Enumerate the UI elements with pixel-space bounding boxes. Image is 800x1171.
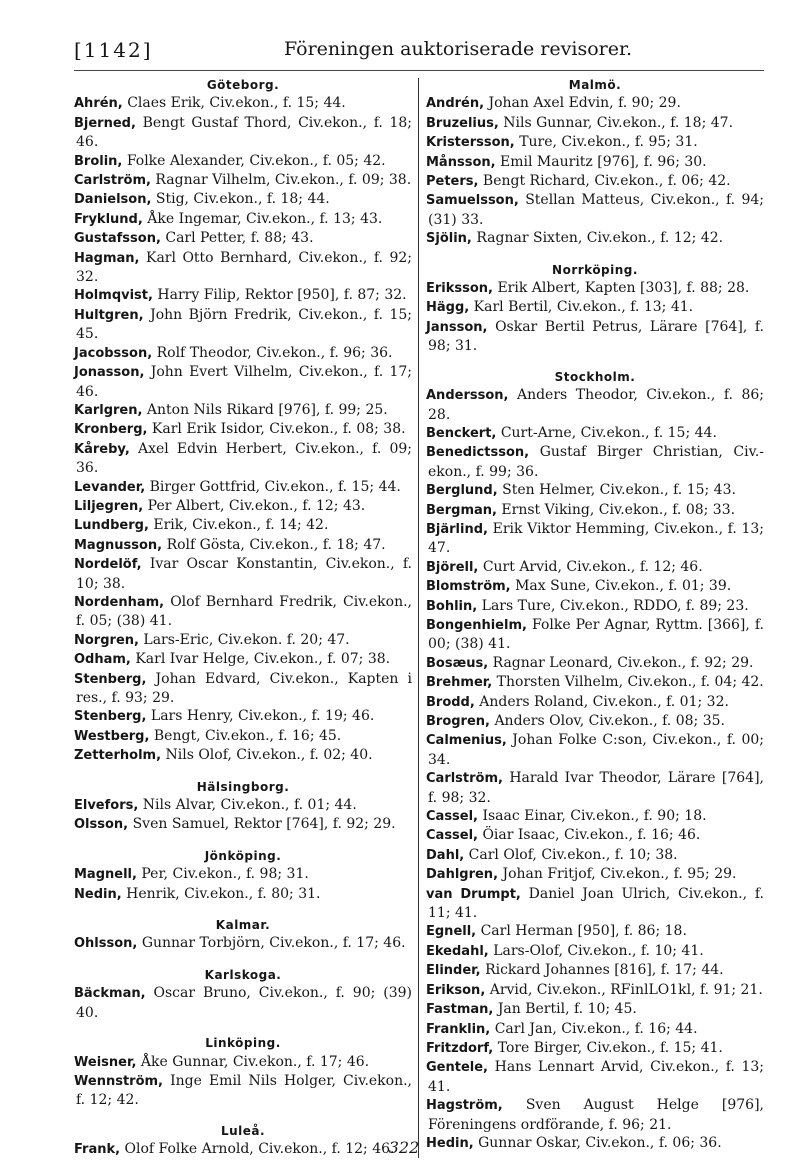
member-entry <box>74 727 412 746</box>
member-entry <box>426 942 764 961</box>
member-surname: Månsson, <box>426 154 496 170</box>
member-surname: Bjärlind, <box>426 521 488 537</box>
member-details: Erik Albert, Kapten [303], f. 88; 28. <box>497 280 750 297</box>
member-surname: Eriksson, <box>426 281 493 297</box>
member-details: Karl Bertil, Civ.ekon., f. 13; 41. <box>473 299 694 316</box>
member-entry <box>74 984 412 1022</box>
member-details: Anton Nils Rikard [976], f. 99; 25. <box>146 401 388 418</box>
member-entry <box>426 1134 764 1153</box>
member-entry <box>426 654 764 673</box>
member-surname: Levander, <box>74 479 146 495</box>
member-surname: Westberg, <box>74 728 150 744</box>
member-details: Gunnar Torbjörn, Civ.ekon., f. 17; 46. <box>141 935 406 952</box>
member-details: Isaac Einar, Civ.ekon., f. 90; 18. <box>482 808 707 825</box>
member-surname: Carlström, <box>426 771 503 787</box>
city-heading: Norrköping. <box>552 262 638 277</box>
member-details: Anders Roland, Civ.ekon., f. 01; 32. <box>479 693 729 710</box>
right-column <box>426 76 764 1153</box>
member-entry <box>74 190 412 209</box>
member-details: Harald Ivar Theodor, Lärare [764], f. 98; 32. <box>428 770 764 806</box>
member-entry <box>74 1072 412 1110</box>
member-details: Gunnar Oskar, Civ.ekon., f. 06; 36. <box>478 1134 722 1151</box>
running-title: Föreningen auktoriserade revisorer. <box>284 38 632 60</box>
member-entry <box>426 386 764 424</box>
member-surname: Kristersson, <box>426 135 515 151</box>
member-surname: Cassel, <box>426 828 478 844</box>
member-surname: Benckert, <box>426 425 497 441</box>
member-entry <box>426 153 764 172</box>
member-surname: Jacobsson, <box>74 345 153 361</box>
member-surname: Carlström, <box>74 173 151 189</box>
member-entry <box>74 171 412 190</box>
member-entry <box>74 152 412 171</box>
member-details: Anders Theodor, Civ.ekon., f. 86; 28. <box>428 387 764 423</box>
member-details: Bengt Gustaf Thord, Civ.ekon., f. 18; 46. <box>76 114 412 151</box>
member-details: Jan Bertil, f. 10; 45. <box>497 1001 637 1018</box>
member-entry <box>426 1000 764 1019</box>
member-details: Åke Gunnar, Civ.ekon., f. 17; 46. <box>140 1053 370 1070</box>
member-details: Lars Henry, Civ.ekon., f. 19; 46. <box>150 708 375 725</box>
member-entry <box>426 769 764 807</box>
member-details: Rolf Theodor, Civ.ekon., f. 96; 36. <box>156 344 393 361</box>
member-entry <box>426 191 764 229</box>
member-entry <box>426 712 764 731</box>
member-surname: Stenberg, <box>74 709 147 725</box>
member-surname: Hagström, <box>426 1098 503 1114</box>
member-details: Lars Ture, Civ.ekon., RDDO, f. 89; 23. <box>481 597 749 614</box>
member-surname: Ekedahl, <box>426 943 489 959</box>
member-surname: Hedin, <box>426 1135 474 1151</box>
member-details: Per Albert, Civ.ekon., f. 12; 43. <box>147 497 366 514</box>
member-surname: Andrén, <box>426 96 485 112</box>
city-heading: Kalmar. <box>215 918 271 933</box>
column-divider <box>418 78 419 1158</box>
member-details: Oskar Bertil Petrus, Lärare [764], f. 98; 31. <box>428 318 764 355</box>
member-surname: Hagman, <box>74 250 140 266</box>
member-details: Folke Per Agnar, Ryttm. [366], f. 00; (38) 41. <box>428 616 765 653</box>
member-entry <box>74 363 412 401</box>
member-entry <box>74 670 412 708</box>
member-surname: Calmenius, <box>426 733 507 749</box>
member-surname: Bäckman, <box>74 986 146 1002</box>
member-surname: Egnell, <box>426 924 477 940</box>
member-surname: Jansson, <box>426 319 488 335</box>
member-surname: Liljegren, <box>74 498 144 514</box>
member-surname: Brodd, <box>426 694 475 710</box>
header-rule <box>74 70 764 71</box>
member-entry <box>74 420 412 439</box>
member-surname: Fritzdorf, <box>426 1040 494 1056</box>
member-surname: Samuelsson, <box>426 193 519 209</box>
member-details: Curt Arvid, Civ.ekon., f. 12; 46. <box>482 558 703 575</box>
member-entry <box>426 481 764 500</box>
page-number-bracket: [1142] <box>74 38 153 62</box>
member-entry <box>74 746 412 765</box>
member-details: Stig, Civ.ekon., f. 18; 44. <box>155 191 330 208</box>
member-details: Ragnar Vilhelm, Civ.ekon., f. 09; 38. <box>155 172 412 189</box>
member-details: Oscar Bruno, Civ.ekon., f. 90; (39) 40. <box>76 985 412 1021</box>
member-surname: Frank, <box>74 1142 121 1158</box>
member-surname: Cassel, <box>426 809 478 825</box>
member-details: John Evert Vilhelm, Civ.ekon., f. 17; 46. <box>76 364 412 400</box>
member-entry <box>74 593 412 631</box>
member-entry <box>426 443 764 481</box>
member-surname: Dahl, <box>426 847 465 863</box>
member-details: Olof Folke Arnold, Civ.ekon., f. 12; 46. <box>124 1141 395 1158</box>
member-details: Inge Emil Nils Holger, Civ.ekon., f. 12; 42. <box>76 1072 413 1109</box>
member-surname: Erikson, <box>426 982 486 998</box>
member-entry <box>426 885 764 923</box>
member-surname: Holmqvist, <box>74 288 153 304</box>
member-details: Ernst Viking, Civ.ekon., f. 08; 33. <box>501 501 736 518</box>
member-surname: Elinder, <box>426 963 481 979</box>
member-surname: Karlgren, <box>74 402 143 418</box>
member-entry <box>426 1058 764 1096</box>
member-entry <box>426 1096 764 1134</box>
city-heading: Karlskoga. <box>204 967 282 982</box>
member-details: Bengt, Civ.ekon., f. 16; 45. <box>153 727 342 744</box>
member-surname: Peters, <box>426 174 479 190</box>
member-surname: Fryklund, <box>74 211 143 227</box>
member-surname: Berglund, <box>426 483 498 499</box>
member-details: Carl Petter, f. 88; 43. <box>165 230 314 247</box>
member-entry <box>426 558 764 577</box>
member-entry <box>426 172 764 191</box>
member-entry <box>426 114 764 133</box>
member-surname: Weisner, <box>74 1054 137 1070</box>
member-details: Hans Lennart Arvid, Civ.ekon., f. 13; 41. <box>428 1059 765 1095</box>
member-details: Carl Herman [950], f. 86; 18. <box>480 923 687 940</box>
member-entry <box>426 673 764 692</box>
member-details: Gustaf Birger Christian, Civ.-ekon., f. 99; 36. <box>428 444 765 480</box>
member-details: Karl Otto Bernhard, Civ.ekon., f. 92; 32. <box>76 249 412 286</box>
member-entry <box>74 536 412 555</box>
member-surname: Fastman, <box>426 1002 494 1018</box>
member-details: Birger Gottfrid, Civ.ekon., f. 15; 44. <box>149 478 401 495</box>
member-details: Sven Samuel, Rektor [764], f. 92; 29. <box>132 816 396 833</box>
member-surname: Hägg, <box>426 300 470 316</box>
member-surname: Kåreby, <box>74 441 130 457</box>
member-entry <box>74 631 412 650</box>
member-details: Max Sune, Civ.ekon., f. 01; 39. <box>515 578 732 595</box>
member-entry <box>426 846 764 865</box>
member-details: Tore Birger, Civ.ekon., f. 15; 41. <box>497 1039 723 1056</box>
member-entry <box>74 707 412 726</box>
member-details: Ragnar Sixten, Civ.ekon., f. 12; 42. <box>476 230 724 247</box>
member-entry <box>74 440 412 478</box>
member-surname: Nordelöf, <box>74 557 142 573</box>
member-surname: Nedin, <box>74 886 122 902</box>
member-details: Curt-Arne, Civ.ekon., f. 15; 44. <box>500 424 717 441</box>
member-surname: Gustafsson, <box>74 231 161 247</box>
member-details: Daniel Joan Ulrich, Civ.ekon., f. 11; 41. <box>428 885 764 922</box>
member-entry <box>426 1020 764 1039</box>
member-surname: Wennström, <box>74 1073 163 1089</box>
member-details: Karl Ivar Helge, Civ.ekon., f. 07; 38. <box>135 651 391 668</box>
member-surname: Magnell, <box>74 867 137 883</box>
member-details: Rolf Gösta, Civ.ekon., f. 18; 47. <box>166 536 386 553</box>
member-surname: Brogren, <box>426 714 490 729</box>
member-entry <box>426 279 764 298</box>
member-surname: Lundberg, <box>74 518 149 534</box>
member-details: Öiar Isaac, Civ.ekon., f. 16; 46. <box>482 827 701 844</box>
member-details: Erik, Civ.ekon., f. 14; 42. <box>153 517 329 534</box>
member-details: Carl Jan, Civ.ekon., f. 16; 44. <box>494 1020 698 1037</box>
member-entry <box>426 229 764 248</box>
member-details: Johan Axel Edvin, f. 90; 29. <box>488 95 681 112</box>
member-details: Per, Civ.ekon., f. 98; 31. <box>141 866 309 883</box>
member-surname: Bohlin, <box>426 598 478 614</box>
member-details: Johan Edvard, Civ.ekon., Kapten i res., f. 93; 29. <box>76 670 412 706</box>
member-entry <box>426 133 764 152</box>
member-surname: Kronberg, <box>74 422 148 438</box>
city-heading: Luleå. <box>220 1123 266 1138</box>
member-entry <box>426 424 764 443</box>
member-details: Henrik, Civ.ekon., f. 80; 31. <box>126 885 321 902</box>
member-entry <box>426 616 764 654</box>
member-details: Arvid, Civ.ekon., RFinlLO1kl, f. 91; 21. <box>489 981 763 998</box>
member-entry <box>74 815 412 834</box>
member-details: Axel Edvin Herbert, Civ.ekon., f. 09; 36. <box>76 440 412 477</box>
member-details: Stellan Matteus, Civ.ekon., f. 94; (31) 33. <box>428 192 764 228</box>
member-entry <box>426 981 764 1000</box>
member-surname: Brehmer, <box>426 675 493 691</box>
member-details: Nils Alvar, Civ.ekon., f. 01; 44. <box>142 797 357 814</box>
member-surname: Björell, <box>426 559 479 575</box>
member-details: Sven August Helge [976], Föreningens ordförande, f. 96; 21. <box>428 1097 764 1133</box>
city-heading: Jönköping. <box>204 848 282 863</box>
city-heading: Hälsingborg. <box>196 779 290 794</box>
member-details: Lars-Eric, Civ.ekon. f. 20; 47. <box>143 631 350 648</box>
member-details: Johan Folke C:son, Civ.ekon., f. 00; 34. <box>428 732 764 768</box>
member-details: Harry Filip, Rektor [950], f. 87; 32. <box>157 287 407 304</box>
member-entry <box>74 478 412 497</box>
member-surname: Bruzelius, <box>426 115 499 131</box>
member-surname: Bosæus, <box>426 655 489 671</box>
member-entry <box>74 344 412 363</box>
member-details: Claes Erik, Civ.ekon., f. 15; 44. <box>127 95 346 112</box>
member-details: Nils Olof, Civ.ekon., f. 02; 40. <box>165 747 373 764</box>
member-entry <box>426 577 764 596</box>
member-surname: Ahrén, <box>74 96 123 112</box>
member-entry <box>426 597 764 616</box>
member-surname: Odham, <box>74 652 131 668</box>
member-surname: van Drumpt, <box>426 886 521 902</box>
city-heading: Stockholm. <box>554 369 636 384</box>
member-details: Åke Ingemar, Civ.ekon., f. 13; 43. <box>147 210 383 227</box>
member-entry <box>426 731 764 769</box>
member-entry <box>426 922 764 941</box>
member-details: John Björn Fredrik, Civ.ekon., f. 15; 45. <box>76 306 412 343</box>
member-entry <box>74 555 412 593</box>
member-details: Ture, Civ.ekon., f. 95; 31. <box>519 134 698 151</box>
member-surname: Dahlgren, <box>426 867 499 883</box>
member-surname: Norgren, <box>74 632 139 648</box>
member-entry <box>426 318 764 356</box>
member-surname: Bergman, <box>426 502 497 518</box>
member-details: Ragnar Leonard, Civ.ekon., f. 92; 29. <box>492 654 754 671</box>
member-details: Rickard Johannes [816], f. 17; 44. <box>485 962 724 979</box>
member-entry <box>426 94 764 113</box>
member-entry <box>74 94 412 113</box>
member-details: Lars-Olof, Civ.ekon., f. 10; 41. <box>493 942 704 959</box>
member-details: Sten Helmer, Civ.ekon., f. 15; 43. <box>502 482 736 499</box>
city-heading: Linköping. <box>205 1036 281 1051</box>
member-entry <box>74 401 412 420</box>
member-entry <box>74 114 412 152</box>
member-details: Thorsten Vilhelm, Civ.ekon., f. 04; 42. <box>496 674 764 691</box>
member-surname: Elvefors, <box>74 798 139 814</box>
member-entry <box>74 1053 412 1072</box>
member-surname: Zetterholm, <box>74 748 162 764</box>
city-heading: Göteborg. <box>206 78 280 92</box>
member-details: Folke Alexander, Civ.ekon., f. 05; 42. <box>126 152 386 169</box>
member-surname: Blomström, <box>426 579 511 595</box>
member-surname: Hultgren, <box>74 307 144 323</box>
member-surname: Bongenhielm, <box>426 617 527 633</box>
member-surname: Jonasson, <box>74 365 145 381</box>
member-details: Ivar Oscar Konstantin, Civ.ekon., f. 10; 38. <box>76 556 413 592</box>
member-entry <box>426 501 764 520</box>
city-heading: Malmö. <box>568 78 622 92</box>
member-entry <box>74 210 412 229</box>
member-entry <box>426 826 764 845</box>
member-surname: Benedictsson, <box>426 445 530 461</box>
member-entry <box>74 796 412 815</box>
member-details: Karl Erik Isidor, Civ.ekon., f. 08; 38. <box>151 421 406 438</box>
member-surname: Sjölin, <box>426 231 472 247</box>
member-entry <box>74 516 412 535</box>
member-entry <box>74 865 412 884</box>
member-surname: Bjerned, <box>74 115 136 131</box>
member-surname: Brolin, <box>74 153 123 169</box>
member-entry <box>74 885 412 904</box>
member-entry <box>74 934 412 953</box>
member-entry <box>426 961 764 980</box>
member-surname: Franklin, <box>426 1021 491 1037</box>
member-details: Nils Gunnar, Civ.ekon., f. 18; 47. <box>503 114 734 131</box>
member-details: Erik Viktor Hemming, Civ.ekon., f. 13; 47. <box>428 520 764 557</box>
member-entry <box>426 1039 764 1058</box>
member-details: Bengt Richard, Civ.ekon., f. 06; 42. <box>482 173 731 190</box>
member-entry <box>426 298 764 317</box>
member-surname: Nordenham, <box>74 594 165 610</box>
page-header <box>74 38 764 68</box>
member-details: Anders Olov, Civ.ekon., f. 08; 35. <box>494 713 725 729</box>
member-entry <box>74 306 412 344</box>
member-entry <box>426 520 764 558</box>
member-surname: Stenberg, <box>74 671 147 687</box>
member-entry <box>74 229 412 248</box>
member-entry <box>74 497 412 516</box>
member-entry <box>426 865 764 884</box>
member-surname: Magnusson, <box>74 537 163 553</box>
member-entry <box>74 249 412 287</box>
left-column <box>74 76 412 1160</box>
member-entry <box>426 807 764 826</box>
member-details: Johan Fritjof, Civ.ekon., f. 95; 29. <box>502 866 737 883</box>
folio-number: 322 <box>388 1138 420 1157</box>
member-details: Olof Bernhard Fredrik, Civ.ekon., f. 05; (38) 41. <box>76 593 412 630</box>
member-details: Carl Olof, Civ.ekon., f. 10; 38. <box>468 846 678 863</box>
member-surname: Olsson, <box>74 817 129 833</box>
member-surname: Andersson, <box>426 388 509 404</box>
member-surname: Gentele, <box>426 1060 488 1076</box>
member-surname: Danielson, <box>74 192 152 208</box>
member-entry <box>74 650 412 669</box>
member-entry <box>74 286 412 305</box>
member-surname: Ohlsson, <box>74 936 138 952</box>
member-entry <box>74 1140 412 1159</box>
member-details: Emil Mauritz [976], f. 96; 30. <box>500 153 707 170</box>
member-entry <box>426 693 764 712</box>
